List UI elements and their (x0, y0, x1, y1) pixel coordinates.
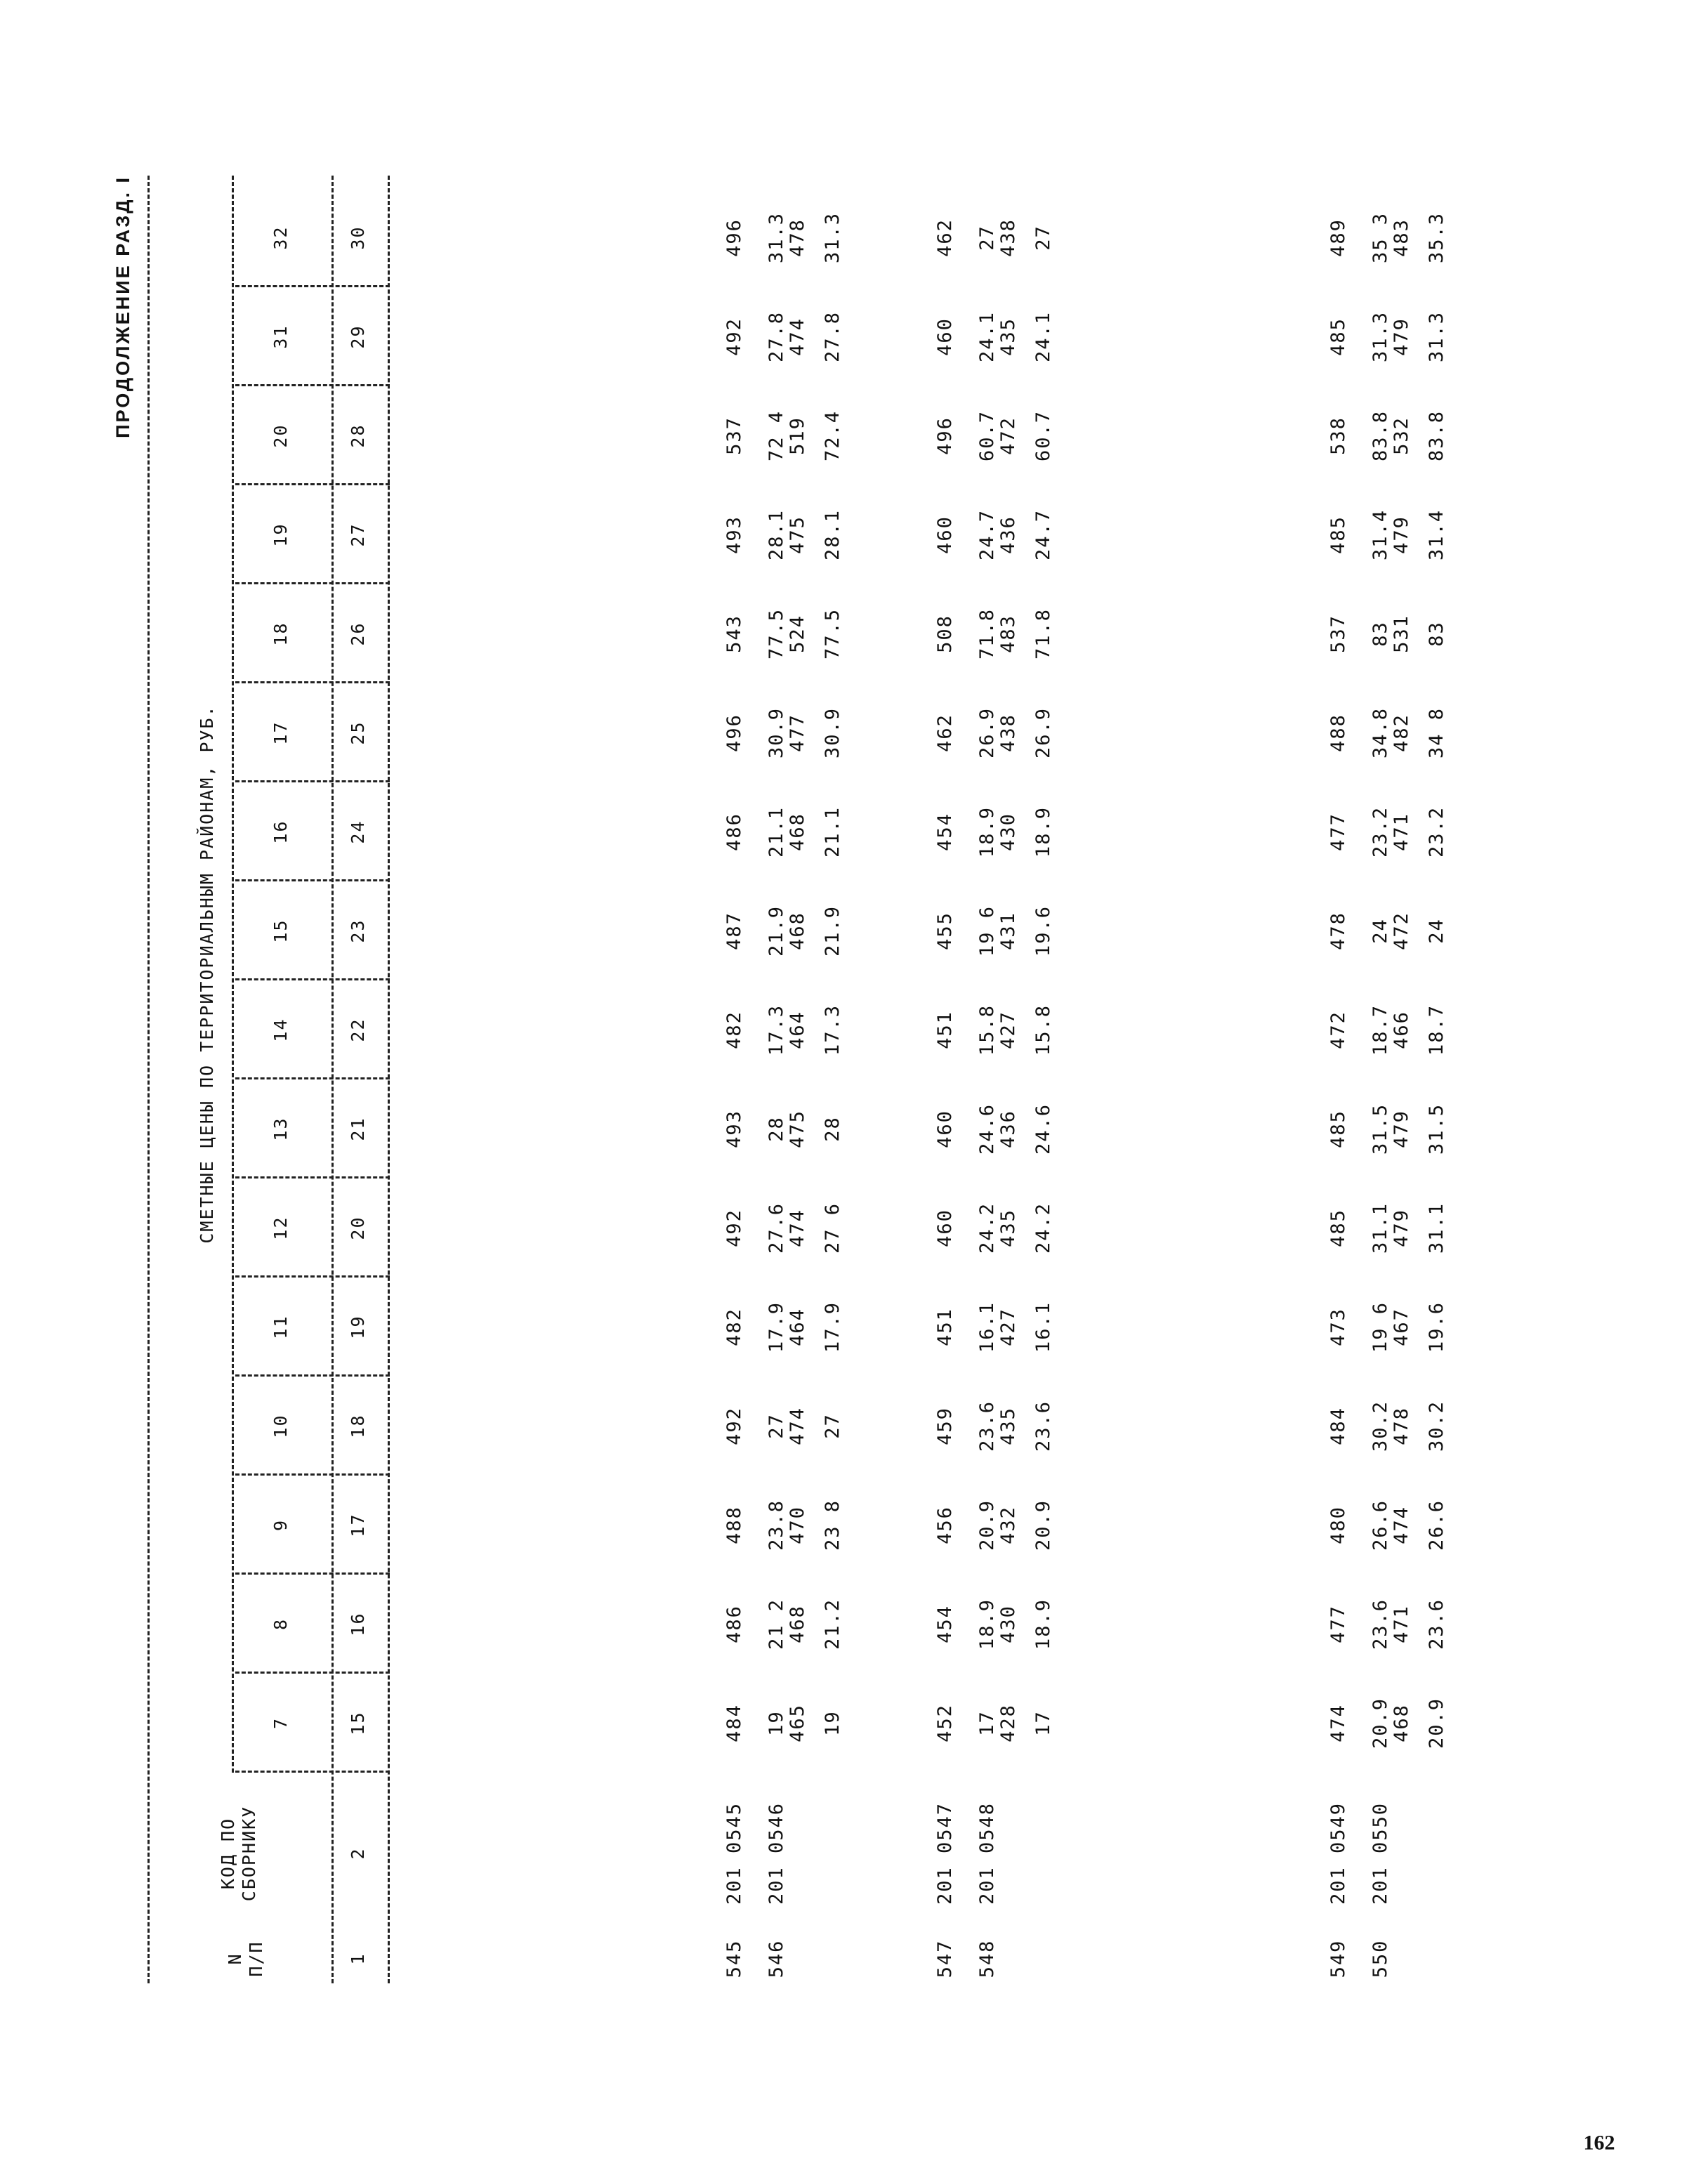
price-cell: 464 (787, 1308, 808, 1346)
price-cell: 460 (934, 317, 956, 356)
price-cell: 15.8 (976, 1004, 998, 1056)
price-cell: 537 (1327, 615, 1349, 653)
region-number: 12 (270, 1216, 291, 1240)
price-cell: 475 (787, 1110, 808, 1148)
price-cell: 24 (1369, 918, 1391, 944)
price-cell: 537 (723, 416, 745, 455)
price-cell: 24.6 (976, 1103, 998, 1155)
row-number: 546 (766, 1939, 787, 1978)
price-cell: 23.6 (1369, 1598, 1391, 1650)
price-cell: 18.9 (1032, 806, 1054, 858)
region-number: 11 (270, 1315, 291, 1339)
price-cell: 460 (934, 1209, 956, 1247)
price-cell: 27 6 (822, 1202, 843, 1254)
row-code: 201 0550 (1369, 1801, 1391, 1905)
price-cell: 19 6 (1369, 1301, 1391, 1353)
price-cell: 31.5 (1426, 1103, 1447, 1155)
price-cell: 435 (997, 1407, 1019, 1445)
price-cell: 428 (997, 1704, 1019, 1742)
price-cell: 488 (1327, 714, 1349, 752)
price-cell: 34 8 (1426, 707, 1447, 759)
price-cell: 27 (976, 225, 998, 251)
column-number: 30 (348, 225, 368, 250)
price-cell: 72 4 (766, 409, 787, 462)
price-cell: 436 (997, 516, 1019, 554)
region-number: 10 (270, 1414, 291, 1438)
price-cell: 27 (1032, 225, 1054, 251)
price-cell: 474 (787, 317, 808, 356)
price-cell: 23.2 (1369, 806, 1391, 858)
price-cell: 24.7 (976, 508, 998, 561)
price-cell: 474 (787, 1209, 808, 1247)
price-cell: 492 (723, 317, 745, 356)
row-number: 545 (723, 1939, 745, 1978)
price-cell: 17.9 (822, 1301, 843, 1353)
price-cell: 17.3 (822, 1004, 843, 1056)
price-cell: 472 (1391, 912, 1412, 950)
price-cell: 21.9 (822, 905, 843, 957)
price-cell: 17 (976, 1710, 998, 1736)
price-cell: 468 (787, 912, 808, 950)
price-cell: 436 (997, 1110, 1019, 1148)
price-cell: 31.3 (822, 211, 843, 264)
price-cell: 77.5 (822, 608, 843, 660)
price-cell: 20.9 (976, 1499, 998, 1551)
price-cell: 26.9 (1032, 707, 1054, 759)
price-cell: 484 (1327, 1407, 1349, 1445)
price-cell: 24.2 (1032, 1202, 1054, 1254)
price-cell: 15.8 (1032, 1004, 1054, 1056)
price-cell: 27.8 (766, 310, 787, 363)
price-cell: 17.9 (766, 1301, 787, 1353)
prices-title: СМЕТНЫЕ ЦЕНЫ ПО ТЕРРИТОРИАЛЬНЫМ РАЙОНАМ, РУБ. (197, 704, 217, 1244)
price-cell: 543 (723, 615, 745, 653)
price-cell: 24.6 (1032, 1103, 1054, 1155)
column-number: 28 (348, 423, 368, 448)
row-code: 201 0545 (723, 1801, 745, 1905)
price-cell: 435 (997, 317, 1019, 356)
col-n-label-1: N (225, 1952, 245, 1965)
price-cell: 462 (934, 218, 956, 257)
header-mid-rule (331, 176, 334, 1983)
price-cell: 492 (723, 1209, 745, 1247)
price-cell: 477 (1327, 1605, 1349, 1643)
price-cell: 21.1 (766, 806, 787, 858)
price-cell: 23.2 (1426, 806, 1447, 858)
price-cell: 474 (787, 1407, 808, 1445)
row-number: 547 (934, 1939, 956, 1978)
price-cell: 16.1 (1032, 1301, 1054, 1353)
price-cell: 20.9 (1426, 1697, 1447, 1749)
column-number: 23 (348, 919, 368, 943)
price-cell: 19 6 (976, 905, 998, 957)
price-cell: 26.9 (976, 707, 998, 759)
price-cell: 83 (1426, 621, 1447, 647)
region-number: 8 (270, 1617, 291, 1631)
price-cell: 466 (1391, 1011, 1412, 1049)
price-cell: 26.6 (1369, 1499, 1391, 1551)
price-cell: 17 (1032, 1710, 1054, 1736)
price-cell: 34.8 (1369, 707, 1391, 759)
price-cell: 531 (1391, 615, 1412, 653)
col-n-label-2: П/П (246, 1941, 266, 1977)
price-cell: 508 (934, 615, 956, 653)
row-number: 548 (976, 1939, 998, 1978)
price-cell: 524 (787, 615, 808, 653)
column-number: 29 (348, 324, 368, 349)
page-number: 162 (1583, 2131, 1615, 2155)
price-cell: 17.3 (766, 1004, 787, 1056)
price-cell: 488 (723, 1506, 745, 1544)
region-number: 16 (270, 820, 291, 844)
price-cell: 496 (723, 218, 745, 257)
price-cell: 31.1 (1369, 1202, 1391, 1254)
price-cell: 489 (1327, 218, 1349, 257)
price-cell: 471 (1391, 1605, 1412, 1643)
price-cell: 18.9 (976, 806, 998, 858)
price-cell: 23.6 (976, 1400, 998, 1452)
price-cell: 468 (787, 813, 808, 851)
price-cell: 31.3 (1426, 310, 1447, 363)
price-cell: 35 3 (1369, 211, 1391, 264)
price-cell: 31.3 (766, 211, 787, 264)
column-number: 27 (348, 523, 368, 547)
price-cell: 459 (934, 1407, 956, 1445)
price-cell: 24.7 (1032, 508, 1054, 561)
row-code: 201 0546 (766, 1801, 787, 1905)
price-cell: 431 (997, 912, 1019, 950)
price-cell: 20.9 (1369, 1697, 1391, 1749)
price-cell: 19.6 (1426, 1301, 1447, 1353)
price-cell: 479 (1391, 516, 1412, 554)
price-cell: 71.8 (976, 608, 998, 660)
price-cell: 465 (787, 1704, 808, 1742)
price-cell: 485 (1327, 1110, 1349, 1148)
price-cell: 496 (934, 416, 956, 455)
price-cell: 519 (787, 416, 808, 455)
price-cell: 72.4 (822, 409, 843, 462)
price-cell: 31.5 (1369, 1103, 1391, 1155)
region-number: 31 (270, 324, 291, 349)
price-cell: 19 (766, 1710, 787, 1736)
price-cell: 21.9 (766, 905, 787, 957)
price-cell: 460 (934, 1110, 956, 1148)
price-cell: 23.6 (1032, 1400, 1054, 1452)
price-cell: 31.4 (1426, 508, 1447, 561)
col-code-label-1: КОД ПО (218, 1817, 238, 1890)
price-cell: 454 (934, 1605, 956, 1643)
price-cell: 30.2 (1426, 1400, 1447, 1452)
price-cell: 30.9 (766, 707, 787, 759)
price-cell: 477 (1327, 813, 1349, 851)
row-number: 549 (1327, 1939, 1349, 1978)
price-cell: 538 (1327, 416, 1349, 455)
price-cell: 482 (1391, 714, 1412, 752)
region-number: 32 (270, 225, 291, 250)
price-cell: 30.2 (1369, 1400, 1391, 1452)
price-cell: 474 (1391, 1506, 1412, 1544)
price-cell: 472 (997, 416, 1019, 455)
price-cell: 83.8 (1426, 409, 1447, 462)
row-code: 201 0549 (1327, 1801, 1349, 1905)
price-cell: 460 (934, 516, 956, 554)
price-cell: 438 (997, 218, 1019, 257)
price-cell: 485 (1327, 317, 1349, 356)
price-cell: 470 (787, 1506, 808, 1544)
price-cell: 475 (787, 516, 808, 554)
prices-title-rule (232, 176, 234, 1773)
price-cell: 23.8 (766, 1499, 787, 1551)
price-cell: 478 (1391, 1407, 1412, 1445)
price-cell: 28.1 (766, 508, 787, 561)
price-cell: 27.6 (766, 1202, 787, 1254)
price-cell: 19.6 (1032, 905, 1054, 957)
price-cell: 483 (997, 615, 1019, 653)
column-number: 22 (348, 1018, 368, 1042)
price-cell: 18.7 (1426, 1004, 1447, 1056)
page-title: ПРОДОЛЖЕНИЕ РАЗД. I (112, 176, 133, 438)
price-cell: 23 8 (822, 1499, 843, 1551)
price-cell: 479 (1391, 1110, 1412, 1148)
price-cell: 454 (934, 813, 956, 851)
price-cell: 21 2 (766, 1598, 787, 1650)
price-cell: 486 (723, 1605, 745, 1643)
row-code: 201 0547 (934, 1801, 956, 1905)
price-cell: 493 (723, 1110, 745, 1148)
price-cell: 18.7 (1369, 1004, 1391, 1056)
price-cell: 484 (723, 1704, 745, 1742)
price-cell: 427 (997, 1011, 1019, 1049)
price-cell: 77.5 (766, 608, 787, 660)
price-cell: 27 (766, 1413, 787, 1439)
region-number: 14 (270, 1018, 291, 1042)
price-cell: 485 (1327, 1209, 1349, 1247)
price-cell: 30.9 (822, 707, 843, 759)
price-cell: 28 (766, 1116, 787, 1142)
price-cell: 464 (787, 1011, 808, 1049)
price-cell: 31.4 (1369, 508, 1391, 561)
price-cell: 468 (1391, 1704, 1412, 1742)
price-cell: 24 (1426, 918, 1447, 944)
price-cell: 35.3 (1426, 211, 1447, 264)
price-cell: 28.1 (822, 508, 843, 561)
price-cell: 19 (822, 1710, 843, 1736)
column-number: 24 (348, 820, 368, 844)
price-cell: 473 (1327, 1308, 1349, 1346)
column-number: 17 (348, 1513, 368, 1537)
price-cell: 483 (1391, 218, 1412, 257)
price-cell: 24.2 (976, 1202, 998, 1254)
column-number: 19 (348, 1315, 368, 1339)
price-cell: 493 (723, 516, 745, 554)
region-number: 20 (270, 423, 291, 448)
row-code: 201 0548 (976, 1801, 998, 1905)
price-cell: 451 (934, 1308, 956, 1346)
price-cell: 21.1 (822, 806, 843, 858)
price-cell: 482 (723, 1011, 745, 1049)
price-cell: 18.9 (976, 1598, 998, 1650)
price-cell: 467 (1391, 1308, 1412, 1346)
price-cell: 427 (997, 1308, 1019, 1346)
price-cell: 471 (1391, 813, 1412, 851)
header-bottom-rule (388, 176, 390, 1983)
price-cell: 485 (1327, 516, 1349, 554)
price-cell: 479 (1391, 317, 1412, 356)
region-number: 15 (270, 919, 291, 943)
price-cell: 487 (723, 912, 745, 950)
price-cell: 83.8 (1369, 409, 1391, 462)
region-number: 7 (270, 1716, 291, 1730)
column-number: 15 (348, 1711, 368, 1735)
region-number: 9 (270, 1518, 291, 1532)
price-cell: 474 (1327, 1704, 1349, 1742)
price-cell: 16.1 (976, 1301, 998, 1353)
price-cell: 492 (723, 1407, 745, 1445)
price-cell: 438 (997, 714, 1019, 752)
price-cell: 472 (1327, 1011, 1349, 1049)
price-cell: 451 (934, 1011, 956, 1049)
price-cell: 479 (1391, 1209, 1412, 1247)
price-cell: 462 (934, 714, 956, 752)
price-cell: 24.1 (976, 310, 998, 363)
price-cell: 478 (787, 218, 808, 257)
price-cell: 496 (723, 714, 745, 752)
region-number: 19 (270, 523, 291, 547)
price-cell: 532 (1391, 416, 1412, 455)
column-number: 20 (348, 1216, 368, 1240)
price-cell: 23.6 (1426, 1598, 1447, 1650)
column-number: 18 (348, 1414, 368, 1438)
column-number: 1 (348, 1952, 368, 1965)
region-number: 13 (270, 1117, 291, 1141)
region-number: 17 (270, 721, 291, 745)
price-cell: 480 (1327, 1506, 1349, 1544)
price-cell: 71.8 (1032, 608, 1054, 660)
price-cell: 478 (1327, 912, 1349, 950)
price-cell: 24.1 (1032, 310, 1054, 363)
price-cell: 435 (997, 1209, 1019, 1247)
price-cell: 18.9 (1032, 1598, 1054, 1650)
column-number: 2 (348, 1847, 368, 1860)
header-top-rule (147, 176, 150, 1983)
price-cell: 455 (934, 912, 956, 950)
price-cell: 452 (934, 1704, 956, 1742)
price-cell: 83 (1369, 621, 1391, 647)
price-cell: 482 (723, 1308, 745, 1346)
price-cell: 60.7 (1032, 409, 1054, 462)
row-number: 550 (1369, 1939, 1391, 1978)
price-cell: 27.8 (822, 310, 843, 363)
price-cell: 60.7 (976, 409, 998, 462)
region-number: 18 (270, 622, 291, 646)
price-cell: 456 (934, 1506, 956, 1544)
price-cell: 432 (997, 1506, 1019, 1544)
column-number: 21 (348, 1117, 368, 1141)
price-cell: 430 (997, 1605, 1019, 1643)
column-number: 25 (348, 721, 368, 745)
price-cell: 486 (723, 813, 745, 851)
price-cell: 468 (787, 1605, 808, 1643)
column-number: 16 (348, 1612, 368, 1636)
price-cell: 21.2 (822, 1598, 843, 1650)
price-cell: 430 (997, 813, 1019, 851)
column-number: 26 (348, 622, 368, 646)
price-cell: 28 (822, 1116, 843, 1142)
price-cell: 26.6 (1426, 1499, 1447, 1551)
price-cell: 477 (787, 714, 808, 752)
price-cell: 31.1 (1426, 1202, 1447, 1254)
col-code-label-2: СБОРНИКУ (239, 1805, 259, 1902)
table-header (147, 176, 400, 1983)
price-cell: 20.9 (1032, 1499, 1054, 1551)
price-cell: 31.3 (1369, 310, 1391, 363)
price-cell: 27 (822, 1413, 843, 1439)
